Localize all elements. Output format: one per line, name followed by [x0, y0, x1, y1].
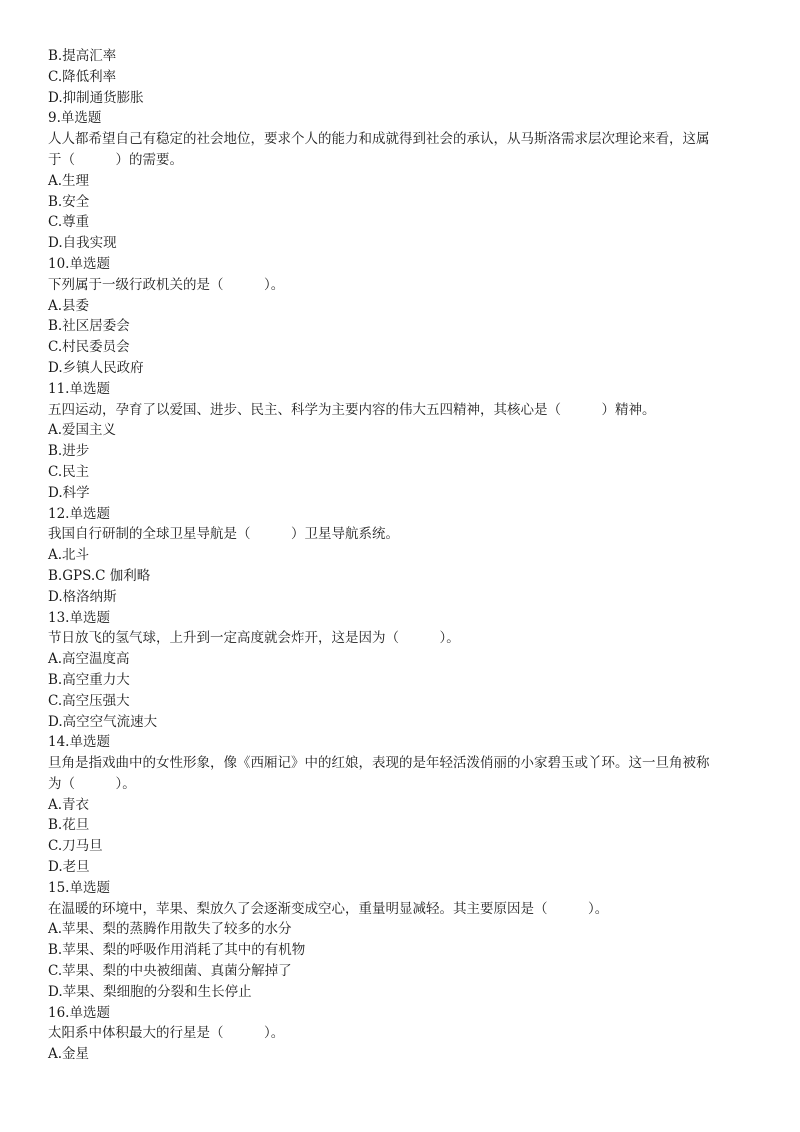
question-header: 9.单选题 — [48, 110, 102, 127]
question-16 — [48, 1003, 760, 1065]
question-stem-line: 在温暖的环境中，苹果、梨放久了会逐渐变成空心，重量明显减轻。其主要原因是（ ）。 — [48, 900, 609, 917]
option-c: C.苹果、梨的中央被细菌、真菌分解掉了 — [48, 963, 292, 980]
option-c: C.村民委员会 — [48, 339, 130, 356]
question-9 — [48, 108, 760, 254]
option-a: A.爱国主义 — [48, 422, 117, 439]
option-c: C.高空压强大 — [48, 692, 130, 709]
question-10 — [48, 254, 760, 379]
option-a: A.生理 — [48, 172, 90, 189]
option-b: B.苹果、梨的呼吸作用消耗了其中的有机物 — [48, 942, 306, 959]
question-stem-line: 人人都希望自己有稳定的社会地位，要求个人的能力和成就得到社会的承认，从马斯洛需求层次理论来看，这属 — [48, 131, 710, 148]
document-page — [48, 46, 760, 1065]
question-header: 10.单选题 — [48, 255, 110, 272]
option-a: A.县委 — [48, 297, 90, 314]
question-header: 11.单选题 — [48, 380, 110, 397]
question-stem-line: 太阳系中体积最大的行星是（ ）。 — [48, 1025, 285, 1042]
option-d: D.抑制通货膨胀 — [48, 89, 144, 106]
option-b: B.社区居委会 — [48, 318, 130, 335]
option-a: A.高空温度高 — [48, 651, 130, 668]
option-b: B.安全 — [48, 193, 90, 210]
option-a: A.青衣 — [48, 796, 90, 813]
question-stem-line: 五四运动，孕育了以爱国、进步、民主、科学为主要内容的伟大五四精神，其核心是（ ）精神。 — [48, 401, 656, 418]
option-d: D.科学 — [48, 484, 90, 501]
option-c: C.刀马旦 — [48, 838, 103, 855]
question-stem-line: 下列属于一级行政机关的是（ ）。 — [48, 276, 285, 293]
option-a: A.北斗 — [48, 547, 90, 564]
option-c: C.民主 — [48, 463, 90, 480]
option-b-c: B.GPS.C 伽利略 — [48, 567, 151, 584]
option-d: D.自我实现 — [48, 235, 117, 252]
option-a: A.苹果、梨的蒸腾作用散失了较多的水分 — [48, 921, 292, 938]
question-13 — [48, 608, 760, 733]
question-stem-line: 于（ ）的需要。 — [48, 151, 183, 168]
question-header: 16.单选题 — [48, 1004, 110, 1021]
option-d: D.老旦 — [48, 859, 90, 876]
question-stem-line: 节日放飞的氢气球，上升到一定高度就会炸开，这是因为（ ）。 — [48, 630, 460, 647]
question-stem-line: 旦角是指戏曲中的女性形象，像《西厢记》中的红娘，表现的是年轻活泼俏丽的小家碧玉或丫环。这一旦角被称 — [48, 755, 710, 772]
option-d: D.高空空气流速大 — [48, 713, 158, 730]
option-b: B.进步 — [48, 443, 90, 460]
option-a: A.金星 — [48, 1046, 90, 1063]
previous-question-options — [48, 46, 760, 108]
question-stem-line: 我国自行研制的全球卫星导航是（ ）卫星导航系统。 — [48, 526, 399, 543]
question-header: 14.单选题 — [48, 734, 110, 751]
question-header: 13.单选题 — [48, 609, 110, 626]
option-c: C.尊重 — [48, 214, 90, 231]
question-15 — [48, 878, 760, 1003]
question-12 — [48, 504, 760, 608]
option-c: C.降低利率 — [48, 68, 117, 85]
option-b: B.提高汇率 — [48, 48, 117, 64]
option-d: D.格洛纳斯 — [48, 588, 117, 605]
question-11 — [48, 379, 760, 504]
option-b: B.花旦 — [48, 817, 90, 834]
question-header: 12.单选题 — [48, 505, 110, 522]
option-b: B.高空重力大 — [48, 671, 130, 688]
option-d: D.乡镇人民政府 — [48, 359, 144, 376]
question-header: 15.单选题 — [48, 879, 110, 896]
option-d: D.苹果、梨细胞的分裂和生长停止 — [48, 983, 252, 1000]
question-14 — [48, 732, 760, 878]
question-stem-line: 为（ ）。 — [48, 775, 136, 792]
